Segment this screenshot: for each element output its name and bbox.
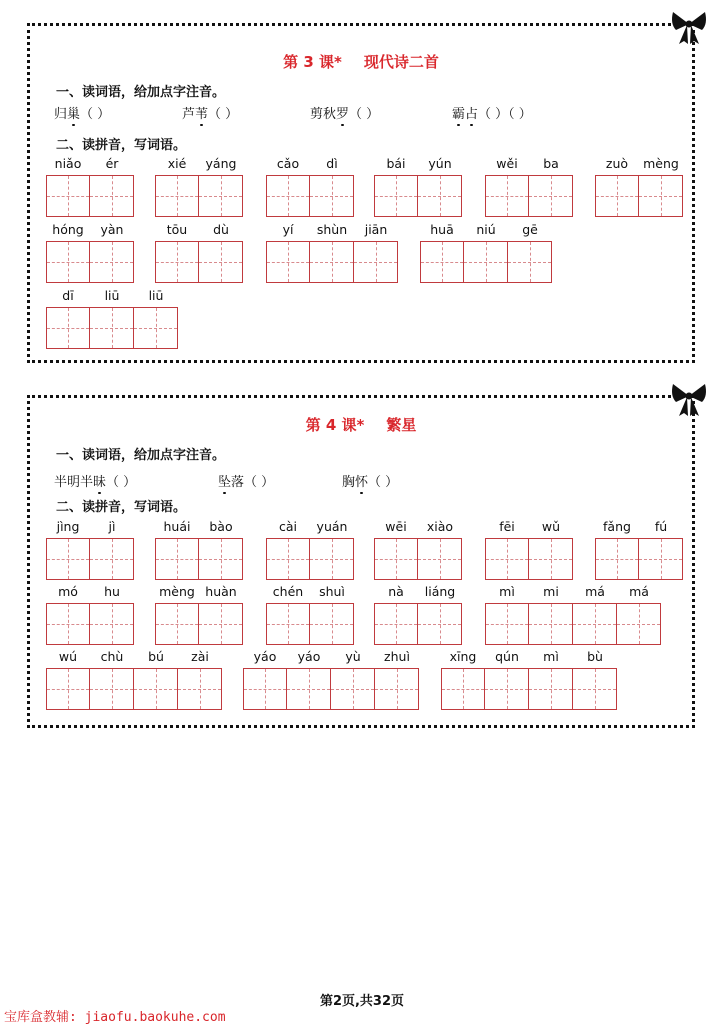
word-item bbox=[452, 103, 532, 122]
pinyin-label: ba bbox=[543, 156, 559, 171]
pinyin-label: xié bbox=[167, 156, 187, 171]
pinyin-label: yáo bbox=[253, 649, 277, 664]
section-1-heading: 一、读词语，给加点字注音。 bbox=[56, 85, 226, 100]
dotted-character: 坠 bbox=[218, 471, 231, 490]
pinyin-label: nà bbox=[388, 584, 404, 599]
pinyin-label: bái bbox=[386, 156, 406, 171]
dotted-character: 霸 bbox=[452, 103, 465, 122]
writing-box[interactable] bbox=[266, 241, 310, 283]
pinyin-label: wēi bbox=[385, 519, 407, 534]
writing-box[interactable] bbox=[46, 241, 90, 283]
pinyin-label: má bbox=[629, 584, 649, 599]
pinyin-label: yáo bbox=[297, 649, 321, 664]
dotted-character: 罗 bbox=[336, 103, 349, 122]
pinyin-label: zhuì bbox=[384, 649, 410, 664]
pinyin-label: yí bbox=[282, 222, 294, 237]
writing-box[interactable] bbox=[418, 603, 462, 645]
writing-box[interactable] bbox=[266, 603, 310, 645]
writing-box[interactable] bbox=[155, 241, 199, 283]
writing-box[interactable] bbox=[464, 241, 508, 283]
dotted-character: 昧 bbox=[93, 471, 106, 490]
pinyin-label: yún bbox=[428, 156, 452, 171]
pinyin-label: tōu bbox=[166, 222, 188, 237]
pinyin-label: hu bbox=[104, 584, 120, 599]
pinyin-label: yù bbox=[345, 649, 361, 664]
lesson-number: 第 3 课* bbox=[283, 53, 342, 71]
writing-box[interactable] bbox=[617, 603, 661, 645]
pinyin-label: dì bbox=[326, 156, 338, 171]
writing-box[interactable] bbox=[418, 538, 462, 580]
writing-box[interactable] bbox=[266, 175, 310, 217]
lesson-title bbox=[30, 51, 692, 72]
pinyin-label: huā bbox=[430, 222, 454, 237]
pinyin-label: liū bbox=[104, 288, 120, 303]
writing-box[interactable] bbox=[46, 307, 90, 349]
pinyin-label: cài bbox=[278, 519, 297, 534]
pinyin-label: mi bbox=[543, 584, 559, 599]
writing-box[interactable] bbox=[639, 175, 683, 217]
writing-box[interactable] bbox=[639, 538, 683, 580]
pinyin-label: zài bbox=[191, 649, 209, 664]
writing-box[interactable] bbox=[199, 175, 243, 217]
writing-box[interactable] bbox=[199, 538, 243, 580]
writing-box[interactable] bbox=[90, 538, 134, 580]
pinyin-label: jì bbox=[108, 519, 116, 534]
word-item bbox=[342, 471, 398, 490]
section-2-heading: 二、读拼音，写词语。 bbox=[56, 500, 187, 515]
word-text: 归 bbox=[54, 107, 68, 122]
pinyin-label: mì bbox=[543, 649, 559, 664]
pinyin-label: huái bbox=[163, 519, 191, 534]
writing-box[interactable] bbox=[155, 603, 199, 645]
writing-box[interactable] bbox=[420, 241, 464, 283]
writing-box[interactable] bbox=[485, 603, 529, 645]
pinyin-label: liáng bbox=[424, 584, 456, 599]
writing-box[interactable] bbox=[287, 668, 331, 710]
writing-box[interactable] bbox=[155, 175, 199, 217]
writing-box[interactable] bbox=[595, 538, 639, 580]
word-text: （ ） bbox=[80, 107, 111, 122]
writing-box[interactable] bbox=[90, 668, 134, 710]
writing-box[interactable] bbox=[46, 668, 90, 710]
pinyin-label: yuán bbox=[316, 519, 348, 534]
source-watermark: 宝库盒教辅: jiaofu.baokuhe.com bbox=[4, 1010, 226, 1025]
pinyin-label: jiān bbox=[364, 222, 388, 237]
writing-box[interactable] bbox=[310, 603, 354, 645]
writing-box[interactable] bbox=[529, 603, 573, 645]
pinyin-label: mèng bbox=[643, 156, 679, 171]
writing-box[interactable] bbox=[243, 668, 287, 710]
writing-box[interactable] bbox=[90, 603, 134, 645]
word-text: （ ）（ ） bbox=[478, 107, 532, 122]
writing-box[interactable] bbox=[90, 307, 134, 349]
pinyin-label: wǔ bbox=[541, 519, 561, 534]
writing-box[interactable] bbox=[90, 175, 134, 217]
pinyin-label: niú bbox=[476, 222, 496, 237]
pinyin-label: huàn bbox=[205, 584, 237, 599]
pinyin-label: hóng bbox=[52, 222, 84, 237]
pinyin-label: má bbox=[585, 584, 605, 599]
writing-box[interactable] bbox=[508, 241, 552, 283]
word-item bbox=[218, 471, 274, 490]
writing-box[interactable] bbox=[46, 538, 90, 580]
word-item bbox=[310, 103, 379, 122]
writing-box[interactable] bbox=[485, 175, 529, 217]
dotted-character: 苇 bbox=[195, 103, 208, 122]
word-text: 胸 bbox=[342, 475, 356, 490]
pinyin-label: chén bbox=[272, 584, 304, 599]
lesson-name: 现代诗二首 bbox=[363, 53, 439, 71]
writing-box[interactable] bbox=[529, 538, 573, 580]
writing-box[interactable] bbox=[374, 175, 418, 217]
pinyin-label: fú bbox=[654, 519, 668, 534]
pinyin-label: mì bbox=[499, 584, 515, 599]
pinyin-label: cǎo bbox=[276, 156, 300, 171]
pinyin-label: yáng bbox=[205, 156, 237, 171]
writing-box[interactable] bbox=[529, 175, 573, 217]
writing-box[interactable] bbox=[134, 307, 178, 349]
writing-box[interactable] bbox=[134, 668, 178, 710]
section-2-heading: 二、读拼音，写词语。 bbox=[56, 138, 187, 153]
pinyin-label: qún bbox=[495, 649, 519, 664]
lesson-3-section bbox=[27, 23, 695, 363]
pinyin-label: niǎo bbox=[54, 156, 82, 171]
pinyin-label: xiào bbox=[426, 519, 454, 534]
writing-box[interactable] bbox=[573, 603, 617, 645]
lesson-name: 繁星 bbox=[386, 416, 417, 434]
pinyin-label: bào bbox=[209, 519, 233, 534]
pinyin-label: shuì bbox=[319, 584, 345, 599]
writing-box[interactable] bbox=[46, 603, 90, 645]
writing-box[interactable] bbox=[441, 668, 485, 710]
writing-box[interactable] bbox=[595, 175, 639, 217]
writing-box[interactable] bbox=[310, 175, 354, 217]
dotted-character: 巢 bbox=[67, 103, 80, 122]
writing-box[interactable] bbox=[331, 668, 375, 710]
writing-box[interactable] bbox=[310, 538, 354, 580]
writing-box[interactable] bbox=[266, 538, 310, 580]
writing-box[interactable] bbox=[529, 668, 573, 710]
page-number: 第2页,共32页 bbox=[319, 994, 405, 1009]
pinyin-label: bú bbox=[148, 649, 164, 664]
pinyin-label: yàn bbox=[100, 222, 124, 237]
pinyin-label: chù bbox=[100, 649, 124, 664]
pinyin-label: bù bbox=[587, 649, 603, 664]
pinyin-label: mèng bbox=[159, 584, 195, 599]
word-text: 芦 bbox=[182, 107, 196, 122]
bow-icon bbox=[670, 382, 708, 418]
pinyin-label: zuò bbox=[605, 156, 629, 171]
writing-box[interactable] bbox=[485, 538, 529, 580]
writing-box[interactable] bbox=[354, 241, 398, 283]
pinyin-label: dī bbox=[62, 288, 74, 303]
word-text: （ ） bbox=[106, 475, 137, 490]
pinyin-label: xīng bbox=[449, 649, 477, 664]
pinyin-label: wěi bbox=[496, 156, 518, 171]
pinyin-label: jìng bbox=[56, 519, 80, 534]
pinyin-label: shùn bbox=[316, 222, 348, 237]
pinyin-label: wú bbox=[58, 649, 78, 664]
writing-box[interactable] bbox=[374, 538, 418, 580]
writing-box[interactable] bbox=[374, 603, 418, 645]
lesson-number: 第 4 课* bbox=[305, 416, 365, 434]
writing-box[interactable] bbox=[375, 668, 419, 710]
bow-icon bbox=[670, 10, 708, 46]
pinyin-label: mó bbox=[58, 584, 78, 599]
writing-box[interactable] bbox=[155, 538, 199, 580]
writing-box[interactable] bbox=[178, 668, 222, 710]
word-text: 半明半 bbox=[54, 475, 94, 490]
writing-box[interactable] bbox=[46, 175, 90, 217]
pinyin-label: liū bbox=[148, 288, 164, 303]
pinyin-label: fēi bbox=[499, 519, 515, 534]
word-text: 剪秋 bbox=[310, 107, 337, 122]
writing-box[interactable] bbox=[573, 668, 617, 710]
writing-box[interactable] bbox=[485, 668, 529, 710]
writing-box[interactable] bbox=[418, 175, 462, 217]
writing-box[interactable] bbox=[199, 241, 243, 283]
section-1-heading: 一、读词语，给加点字注音。 bbox=[56, 448, 226, 463]
pinyin-label: gē bbox=[522, 222, 538, 237]
pinyin-label: fǎng bbox=[603, 519, 631, 534]
word-text: （ ） bbox=[368, 475, 399, 490]
word-item bbox=[54, 471, 136, 490]
word-item bbox=[54, 103, 110, 122]
lesson-4-section bbox=[27, 395, 695, 728]
lesson-title bbox=[30, 414, 692, 435]
word-item bbox=[182, 103, 238, 122]
dotted-character: 占 bbox=[465, 103, 478, 122]
word-text: 落（ ） bbox=[231, 475, 275, 490]
dotted-character: 怀 bbox=[355, 471, 368, 490]
writing-box[interactable] bbox=[90, 241, 134, 283]
word-text: （ ） bbox=[349, 107, 380, 122]
writing-box[interactable] bbox=[310, 241, 354, 283]
pinyin-label: dù bbox=[213, 222, 229, 237]
writing-box[interactable] bbox=[199, 603, 243, 645]
word-text: （ ） bbox=[208, 107, 239, 122]
pinyin-label: ér bbox=[105, 156, 119, 171]
